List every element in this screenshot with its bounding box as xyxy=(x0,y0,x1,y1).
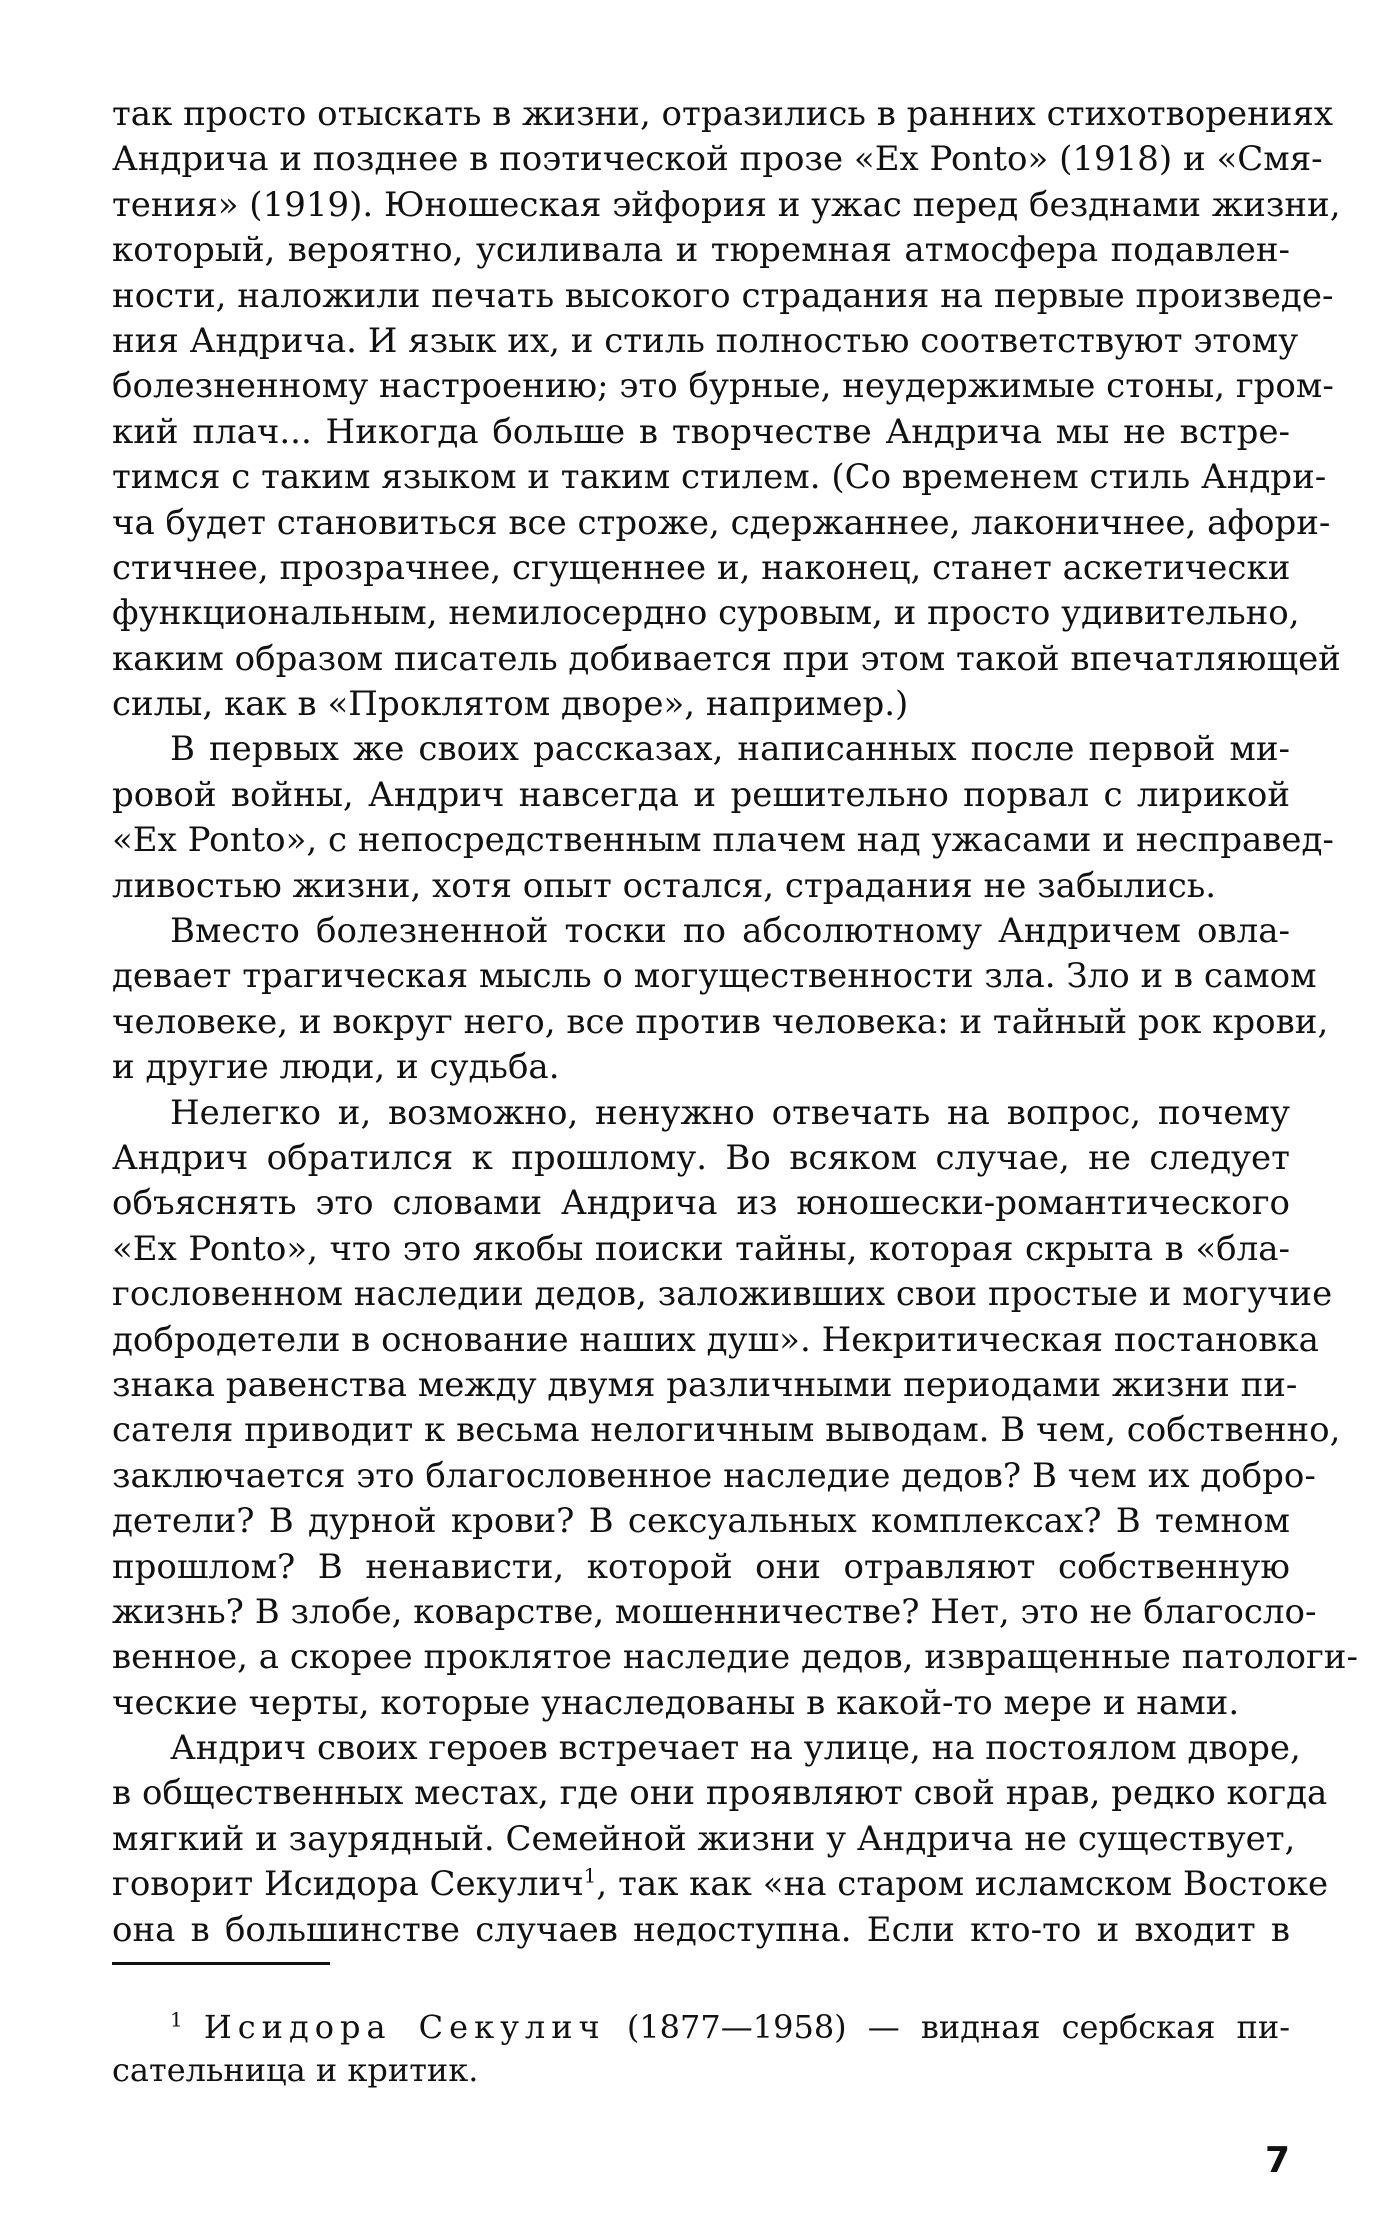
main-text xyxy=(112,92,1358,1953)
note-reference-continuation: , так как «на старом исламском Востоке xyxy=(596,1864,1329,1905)
text-line: ча будет становиться все строже, сдержаннее, лаконичнее, афори- xyxy=(112,502,1331,543)
text-line: стичнее, прозрачнее, сгущеннее и, наконец, станет аскетически xyxy=(112,547,1291,588)
text-line: который, вероятно, усиливала и тюремная атмосфера подавлен- xyxy=(112,230,1290,271)
text-line: заключается это благословенное наследие дедов? В чем их добро- xyxy=(112,1455,1316,1496)
text-line: объяснять это словами Андрича из юношески-романтического xyxy=(112,1183,1290,1224)
text-line: сателя приводит к весьма нелогичным выводам. В чем, собственно, xyxy=(112,1410,1341,1451)
text-line: Андрич своих героев встречает на улице, на постоялом дворе, xyxy=(170,1728,1301,1769)
text-line: ческие черты, которые унаследованы в какой-то мере и нами. xyxy=(112,1682,1240,1723)
footnote-marker: 1 xyxy=(170,2007,183,2032)
text-line: Андрич обратился к прошлому. Во всяком случае, не следует xyxy=(112,1137,1290,1178)
text-line: так просто отыскать в жизни, отразились в ранних стихотворениях xyxy=(112,94,1334,134)
text-line: она в большинстве случаев недоступна. Если кто-то и входит в xyxy=(112,1909,1290,1950)
text-line-with-note xyxy=(112,1862,1329,1907)
text-line: болезненному настроению; это бурные, неудержимые стоны, гром- xyxy=(112,366,1334,407)
text-line: «Ex Ponto», с непосредственным плачем над ужасами и несправед- xyxy=(112,820,1334,861)
text-line: Андрича и позднее в поэтической прозе «Ex Ponto» (1918) и «Смя- xyxy=(112,139,1323,180)
paragraph-1 xyxy=(112,92,1341,727)
text-line: ности, наложили печать высокого страдания на первые произведе- xyxy=(112,275,1334,316)
text-line: ровой войны, Андрич навсегда и решительно порвал с лирикой xyxy=(112,774,1290,815)
text-line: детели? В дурной крови? В сексуальных комплексах? В темном xyxy=(112,1501,1290,1542)
text-line: силы, как в «Проклятом дворе», например.) xyxy=(112,684,909,725)
footnote-reference[interactable]: 1 xyxy=(583,1863,597,1888)
text-line: функциональным, немилосердно суровым, и просто удивительно, xyxy=(112,593,1300,634)
text-line: и другие люди, и судьба. xyxy=(112,1047,560,1088)
text-line: добродетели в основание наших душ». Некритическая постановка xyxy=(112,1319,1319,1360)
text-line: жизнь? В злобе, коварстве, мошенничестве? Нет, это не благосло- xyxy=(112,1591,1317,1632)
text-line: «Ex Ponto», что это якобы поиски тайны, которая скрыта в «бла- xyxy=(112,1228,1290,1269)
text-line: мягкий и заурядный. Семейной жизни у Андрича не существует, xyxy=(112,1818,1296,1859)
footnote-author: Исидора Секулич xyxy=(203,2008,606,2046)
text-line: каким образом писатель добивается при этом такой впечатляющей xyxy=(112,638,1341,679)
text-line: тения» (1919). Юношеская эйфория и ужас перед безднами жизни, xyxy=(112,184,1341,225)
text-line: знака равенства между двумя различными периодами жизни пи- xyxy=(112,1364,1298,1405)
note-reference-text: говорит Исидора Секулич xyxy=(112,1864,584,1905)
paragraph-5 xyxy=(112,1726,1329,1953)
footnote-separator xyxy=(112,1962,330,1965)
text-line: в общественных местах, где они проявляют свой нрав, редко когда xyxy=(112,1773,1328,1814)
paragraph-3 xyxy=(112,909,1329,1091)
text-line: кий плач... Никогда больше в творчестве Андрича мы не встре- xyxy=(112,411,1290,452)
page-number: 7 xyxy=(1264,2140,1290,2181)
footnote-text: (1877—1958) — видная сербская пи- xyxy=(626,2008,1290,2046)
text-line: девает трагическая мысль о могущественности зла. Зло и в самом xyxy=(112,956,1317,997)
text-line: прошлом? В ненависти, которой они отравляют собственную xyxy=(112,1546,1290,1587)
paragraph-2 xyxy=(112,727,1334,909)
text-line: венное, а скорее проклятое наследие дедов, извращенные патологи- xyxy=(112,1637,1358,1678)
text-line: гословенном наследии дедов, заложивших свои простые и могучие xyxy=(112,1274,1333,1315)
text-line: ливостью жизни, хотя опыт остался, страдания не забылись. xyxy=(112,865,1217,906)
footnote-line xyxy=(112,2006,1290,2049)
text-line: тимся с таким языком и таким стилем. (Со временем стиль Андри- xyxy=(112,457,1327,498)
text-line: В первых же своих рассказах, написанных после первой ми- xyxy=(170,729,1290,770)
text-line: Вместо болезненной тоски по абсолютному Андричем овла- xyxy=(170,911,1290,952)
paragraph-4 xyxy=(112,1091,1358,1726)
footnote-line: сательница и критик. xyxy=(112,2051,479,2089)
text-line: человеке, и вокруг него, все против человека: и тайный рок крови, xyxy=(112,1001,1329,1042)
text-line: Нелегко и, возможно, ненужно отвечать на вопрос, почему xyxy=(170,1092,1290,1133)
text-line: ния Андрича. И язык их, и стиль полностью соответствуют этому xyxy=(112,320,1299,361)
footnote xyxy=(112,2006,1290,2092)
